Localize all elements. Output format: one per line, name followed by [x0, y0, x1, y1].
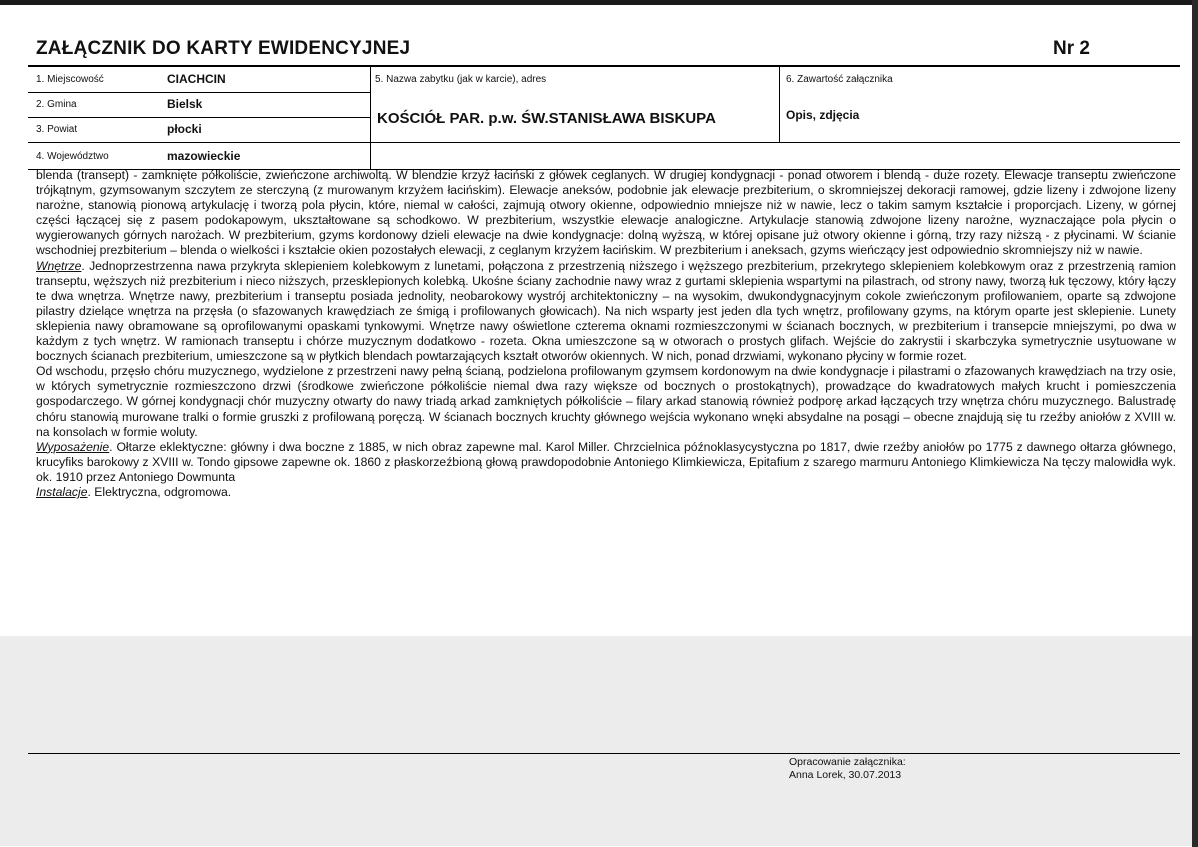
row-divider	[28, 142, 370, 143]
wojewodztwo-label: 4. Województwo	[36, 151, 109, 162]
paragraph-chor: Od wschodu, przęsło chóru muzycznego, wydzielone z przestrzeni nawy pełną ścianą, podzielona profilowanym gzymsem kordonowym na dwie kondygnacje i pilastrami o zfazowanych krawędziach na trzy osie, w których symetrycznie rozmieszczono drzwi (środkowe zwieńczone półkoliście niemal dwa razy większe od bocznych o prostokątnych), prowadzące do kwadratowych małych krucht i pomieszczenia gospodarczego. W górnej kondygnacji chór muzyczny otwarty do nawy triadą arkad zamkniętych półkoliście – filary arkad stanowią również podporę arkad łączących trzy wnętrza chóru muzycznego. Balustradę chóru stanowią murowane tralki o formie gruszki z profilowaną poręczą. W ścianach bocznych kruchty głównego wejścia wykonano wnęki absydalne na posągi – obecne znajdują się tu rzeźby aniołów z XVIII w. na konsolach w formie woluty.	[36, 364, 1176, 439]
attachment-number: Nr 2	[1053, 38, 1090, 59]
row-divider	[28, 117, 370, 118]
wyposazenie-text: . Ołtarze eklektyczne: główny i dwa boczne z 1885, w nich obraz zapewne mal. Karol Miller. Chrzcielnica późnoklasycystyczna po 1817, dwie rzeźby aniołów po 1775 z dawnego ołtarza głównego, krucyfiks barokowy z XVIII w. Tondo gipsowe zapewne ok. 1860 z płaskorzeźbioną głową prawdopodobnie Antoniego Klimkiewicza, Epitafium z szarego marmuru Antoniego Klimkiewicza Na tęczy malowidła wyk. ok. 1910 przez Antoniego Dowmunta	[36, 439, 1176, 484]
prepared-author-date: Anna Lorek, 30.07.2013	[789, 769, 902, 781]
gmina-value: Bielsk	[167, 97, 203, 111]
description-text	[36, 168, 1176, 500]
wojewodztwo-value: mazowieckie	[167, 149, 241, 163]
nazwa-label: 5. Nazwa zabytku (jak w karcie), adres	[375, 74, 547, 85]
footer-divider	[28, 753, 1180, 754]
paragraph-wnetrze	[36, 259, 1176, 365]
row-divider	[28, 92, 370, 93]
nazwa-value: KOŚCIÓŁ PAR. p.w. ŚW.STANISŁAWA BISKUPA	[377, 110, 716, 127]
paragraph-instalacje	[36, 485, 1176, 500]
gmina-label: 2. Gmina	[36, 99, 77, 110]
scan-edge-right	[1192, 0, 1198, 847]
paragraph-wyposazenie	[36, 440, 1176, 485]
header-table	[28, 65, 1180, 170]
powiat-label: 3. Powiat	[36, 124, 78, 135]
section-heading-wnetrze: Wnętrze	[36, 258, 82, 273]
miejscowosc-value: CIACHCIN	[167, 72, 226, 86]
column-divider	[779, 67, 780, 142]
document-title: ZAŁĄCZNIK DO KARTY EWIDENCYJNEJ	[36, 38, 411, 59]
zawartosc-value: Opis, zdjęcia	[786, 108, 860, 122]
prepared-by-block	[789, 756, 906, 782]
miejscowosc-label: 1. Miejscowość	[36, 74, 104, 85]
zawartosc-label: 6. Zawartość załącznika	[786, 74, 893, 85]
paragraph-elewacje: blenda (transept) - zamknięte półkoliście, zwieńczone archiwoltą. W blendzie krzyż łaciński z główek ceglanych. W drugiej kondygnacji - ponad otworem i blendą - duże rozety. Elewacje transeptu zwieńczone trójkątnym, gzymsowanym szczytem ze sterczyną (z murowanym krzyżem łacińskim). Elewacje aneksów, podobnie jak elewacje prezbiterium, o skromniejszej dekoracji ramowej, gdzie lizeny i zdwojone lizeny narożne, stanowią pionową artykulację i tworzą pola płycin, które, niemal w całości, zajmują otwory okienne, odpowiednio mniejsze niż w nawie, lecz o takim samym kształcie i proporcjach. Lizeny, w górnej części łączącej się z pasem podokapowym, ukształtowane są schodkowo. W prezbiterium, wszystkie elewacje analogiczne. Artykulacje stanowią zdwojone lizeny narożne, wyznaczające pola płycin o wygierowanych górnych narożach. W prezbiterium, gzyms kordonowy dzieli elewacje na dwie kondygnacje: dolną wyższą, w której opisane już otwory okienne i górną, trzy razy niższą - z płycinami. W ścianie wschodniej prezbiterium – blenda o wielkości i kształcie okien pozostałych elewacji, z ceglanym krzyżem łacińskim. W prezbiterium i aneksach, gzyms wieńczący jest odpowiednio skromniejszy niż w nawie.	[36, 168, 1176, 258]
column-divider	[370, 67, 371, 169]
wnetrze-text: . Jednoprzestrzenna nawa przykryta sklepieniem kolebkowym z lunetami, połączona z przestrzenią niższego i węższego prezbiterium, przekrytego sklepieniem kolebkowym oraz z przestrzenią ramion transeptu, węższych niż prezbiterium i nieco niższych, przesklepionych kolebką. Ukośne ściany zachodnie nawy wraz z gurtami sklepienia wspartymi na pilastrach, od strony nawy, tworzą łuk tęczowy, który łączy te dwa wnętrza. Wnętrze nawy, prezbiterium i transeptu posiada jednolity, neobarokowy wystrój architektoniczny – na wysokim, dwukondygnacyjnym cokole zwieńczonym profilowaniem, oparte są zdwojone pilastry dzielące wnętrza na przęsła (o sfazowanych krawędziach ze śmigą i profilowanych głowicach). Na nich wsparty jest jeden dla tych wnętrz, profilowany gzyms, na którym oparte jest sklepienie. Lunety sklepienia nawy obramowane są oprofilowanymi opaskami tynkowymi. Wnętrze nawy oświetlone czterema oknami rozmieszczonymi w ścianach bocznych, w prezbiterium i transepcie mniejszymi, po dwa w każdym z tych wnętrz. W ramionach transeptu i chórze muzycznym dodatkowo - rozeta. Okna umieszczone są w otworach o prostych glifach. Wejście do zakrystii i skarbczyka symetrycznie usytuowane w bocznych ścianach prezbiterium, umieszczone są w płytkich blendach powtarzających kształt otworów okiennych. W nich, ponad drzwiami, wykonano płyciny w formie rozet.	[36, 258, 1176, 364]
page-lower-band	[0, 636, 1192, 846]
row-divider	[370, 142, 1180, 143]
prepared-label: Opracowanie załącznika:	[789, 756, 906, 768]
section-heading-instalacje: Instalacje	[36, 484, 88, 499]
powiat-value: płocki	[167, 122, 202, 136]
section-heading-wyposazenie: Wyposażenie	[36, 439, 110, 454]
instalacje-text: . Elektryczna, odgromowa.	[87, 484, 232, 499]
